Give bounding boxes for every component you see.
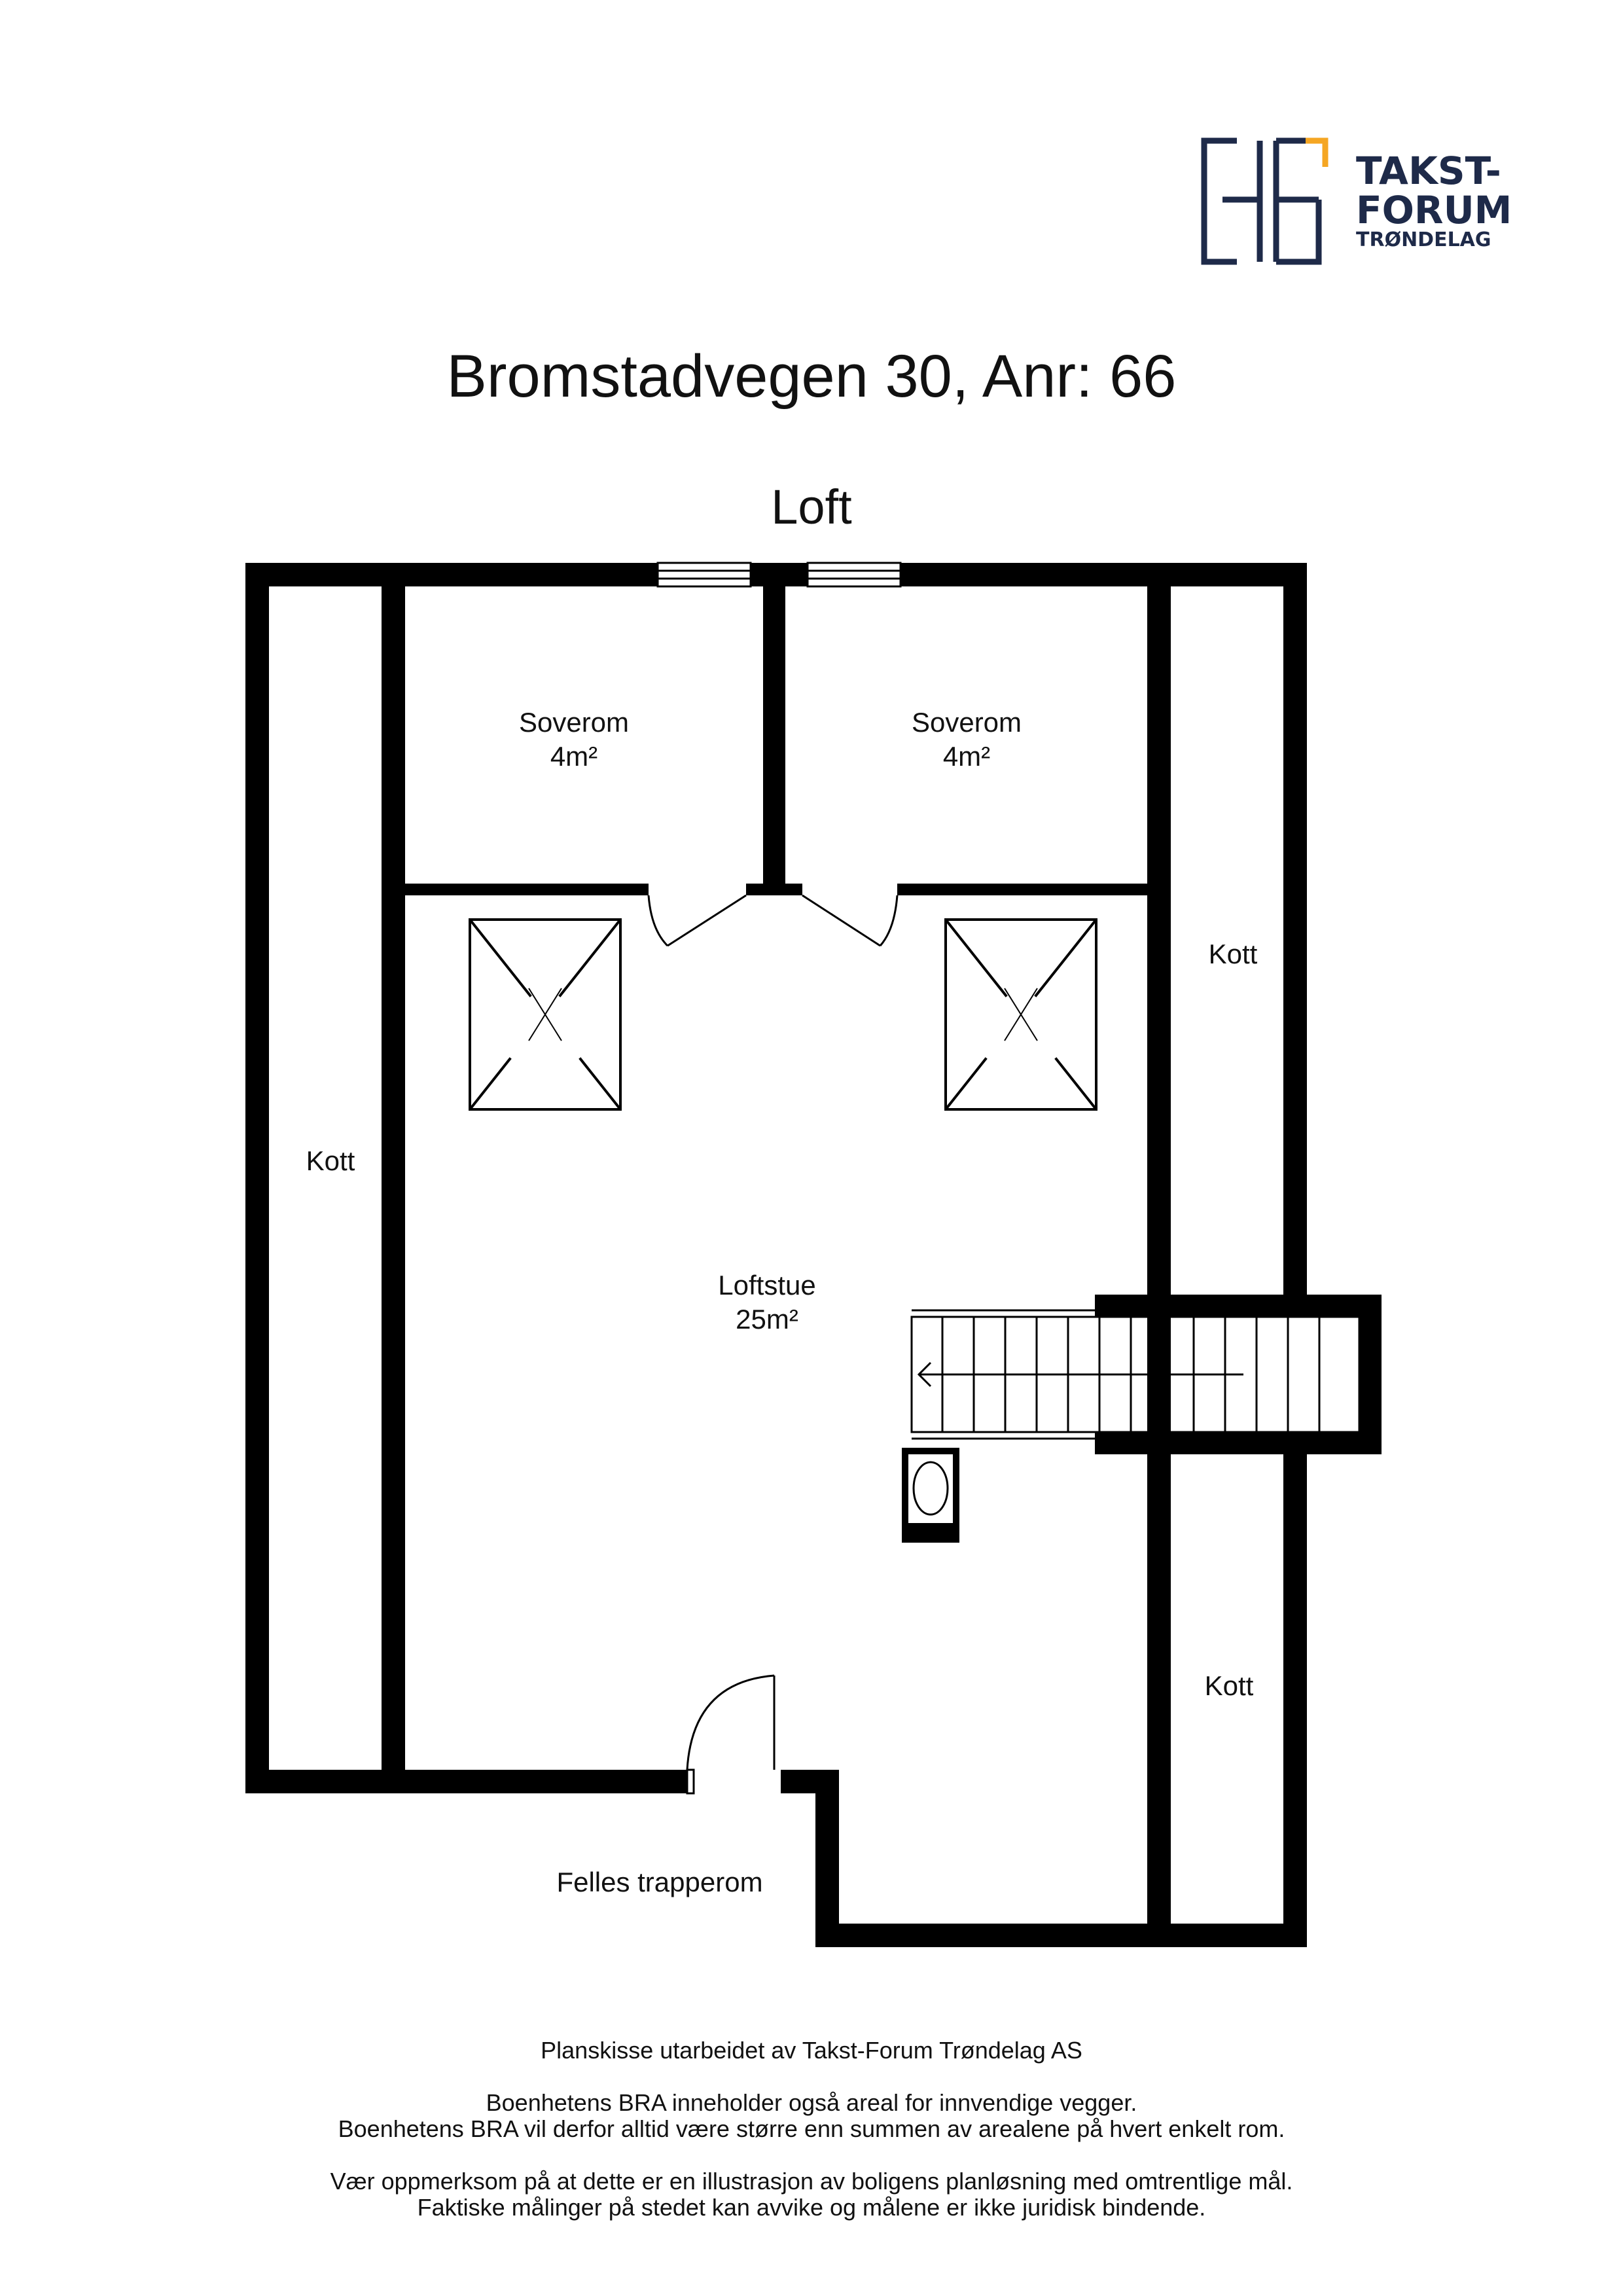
stair-wall-top — [1095, 1295, 1382, 1317]
wall-top-middle — [751, 563, 808, 586]
wall-right-upper — [1283, 563, 1307, 1309]
room-label-kott-left — [306, 1144, 355, 1178]
door-entrance — [687, 1676, 774, 1793]
room-name: Kott — [1204, 1670, 1254, 1701]
staircase — [912, 1310, 1359, 1439]
wall-right-lower — [1283, 1440, 1307, 1947]
wall-bedroom-left-bottom — [405, 884, 649, 895]
window-left — [658, 563, 751, 586]
wall-door-jamb — [781, 1770, 839, 1793]
wall-kott-left — [382, 586, 405, 1770]
footer-credit: Planskisse utarbeidet av Takst-Forum Trøndelag AS — [541, 2037, 1082, 2064]
room-name: Felles trapperom — [556, 1867, 763, 1897]
logo-line-takst: TAKST- — [1356, 149, 1501, 193]
stair-wall-end — [1359, 1295, 1382, 1454]
room-area: 4m² — [550, 741, 598, 772]
door-bedroom-right — [802, 895, 897, 946]
logo-line-trondelag: TRØNDELAG — [1356, 228, 1491, 251]
stove — [902, 1448, 959, 1543]
floor-label: Loft — [771, 480, 852, 534]
wall-top-right — [901, 563, 1307, 586]
wall-trapperom-left — [815, 1770, 839, 1947]
wall-bedroom-right-bottom — [897, 884, 1147, 895]
room-name: Soverom — [911, 707, 1022, 738]
skylight-left — [470, 920, 620, 1109]
room-label-loftstue — [718, 1268, 815, 1336]
room-area: 4m² — [942, 741, 991, 772]
room-label-felles-trapperom — [556, 1865, 762, 1899]
footer-bra-line1: Boenhetens BRA inneholder også areal for innvendige vegger. — [486, 2089, 1137, 2116]
wall-bedroom-divider — [763, 586, 785, 891]
wall-kott-right — [1147, 586, 1171, 1924]
skylight-right — [946, 920, 1096, 1109]
room-name: Kott — [1208, 939, 1258, 969]
wall-bottom-left — [245, 1770, 687, 1793]
room-area: 25m² — [736, 1304, 798, 1335]
wall-bottom-right — [815, 1924, 1307, 1947]
page-title: Bromstadvegen 30, Anr: 66 — [446, 343, 1177, 410]
room-label-soverom-right — [912, 706, 1022, 774]
room-label-soverom-left — [519, 706, 629, 774]
footer-disclaimer-line1: Vær oppmerksom på at dette er en illustrasjon av boligens planløsning med omtrentlige mål. — [330, 2168, 1293, 2195]
room-label-kott-right-top — [1209, 937, 1258, 971]
footer-disclaimer-line2: Faktiske målinger på stedet kan avvike og målene er ikke juridisk bindende. — [417, 2194, 1206, 2221]
stair-wall-bottom — [1095, 1432, 1382, 1454]
room-label-kott-right-bottom — [1205, 1669, 1254, 1703]
logo-line-forum: FORUM — [1356, 188, 1512, 232]
wall-bedroom-stub — [746, 884, 802, 895]
wall-left — [245, 563, 269, 1793]
footer-bra-line2: Boenhetens BRA vil derfor alltid være større enn summen av arealene på hvert enkelt rom. — [338, 2115, 1285, 2142]
room-name: Loftstue — [718, 1270, 816, 1300]
window-right — [808, 563, 901, 586]
wall-top-left — [245, 563, 658, 586]
room-name: Kott — [306, 1145, 355, 1176]
door-bedroom-left — [649, 895, 746, 946]
room-name: Soverom — [518, 707, 630, 738]
